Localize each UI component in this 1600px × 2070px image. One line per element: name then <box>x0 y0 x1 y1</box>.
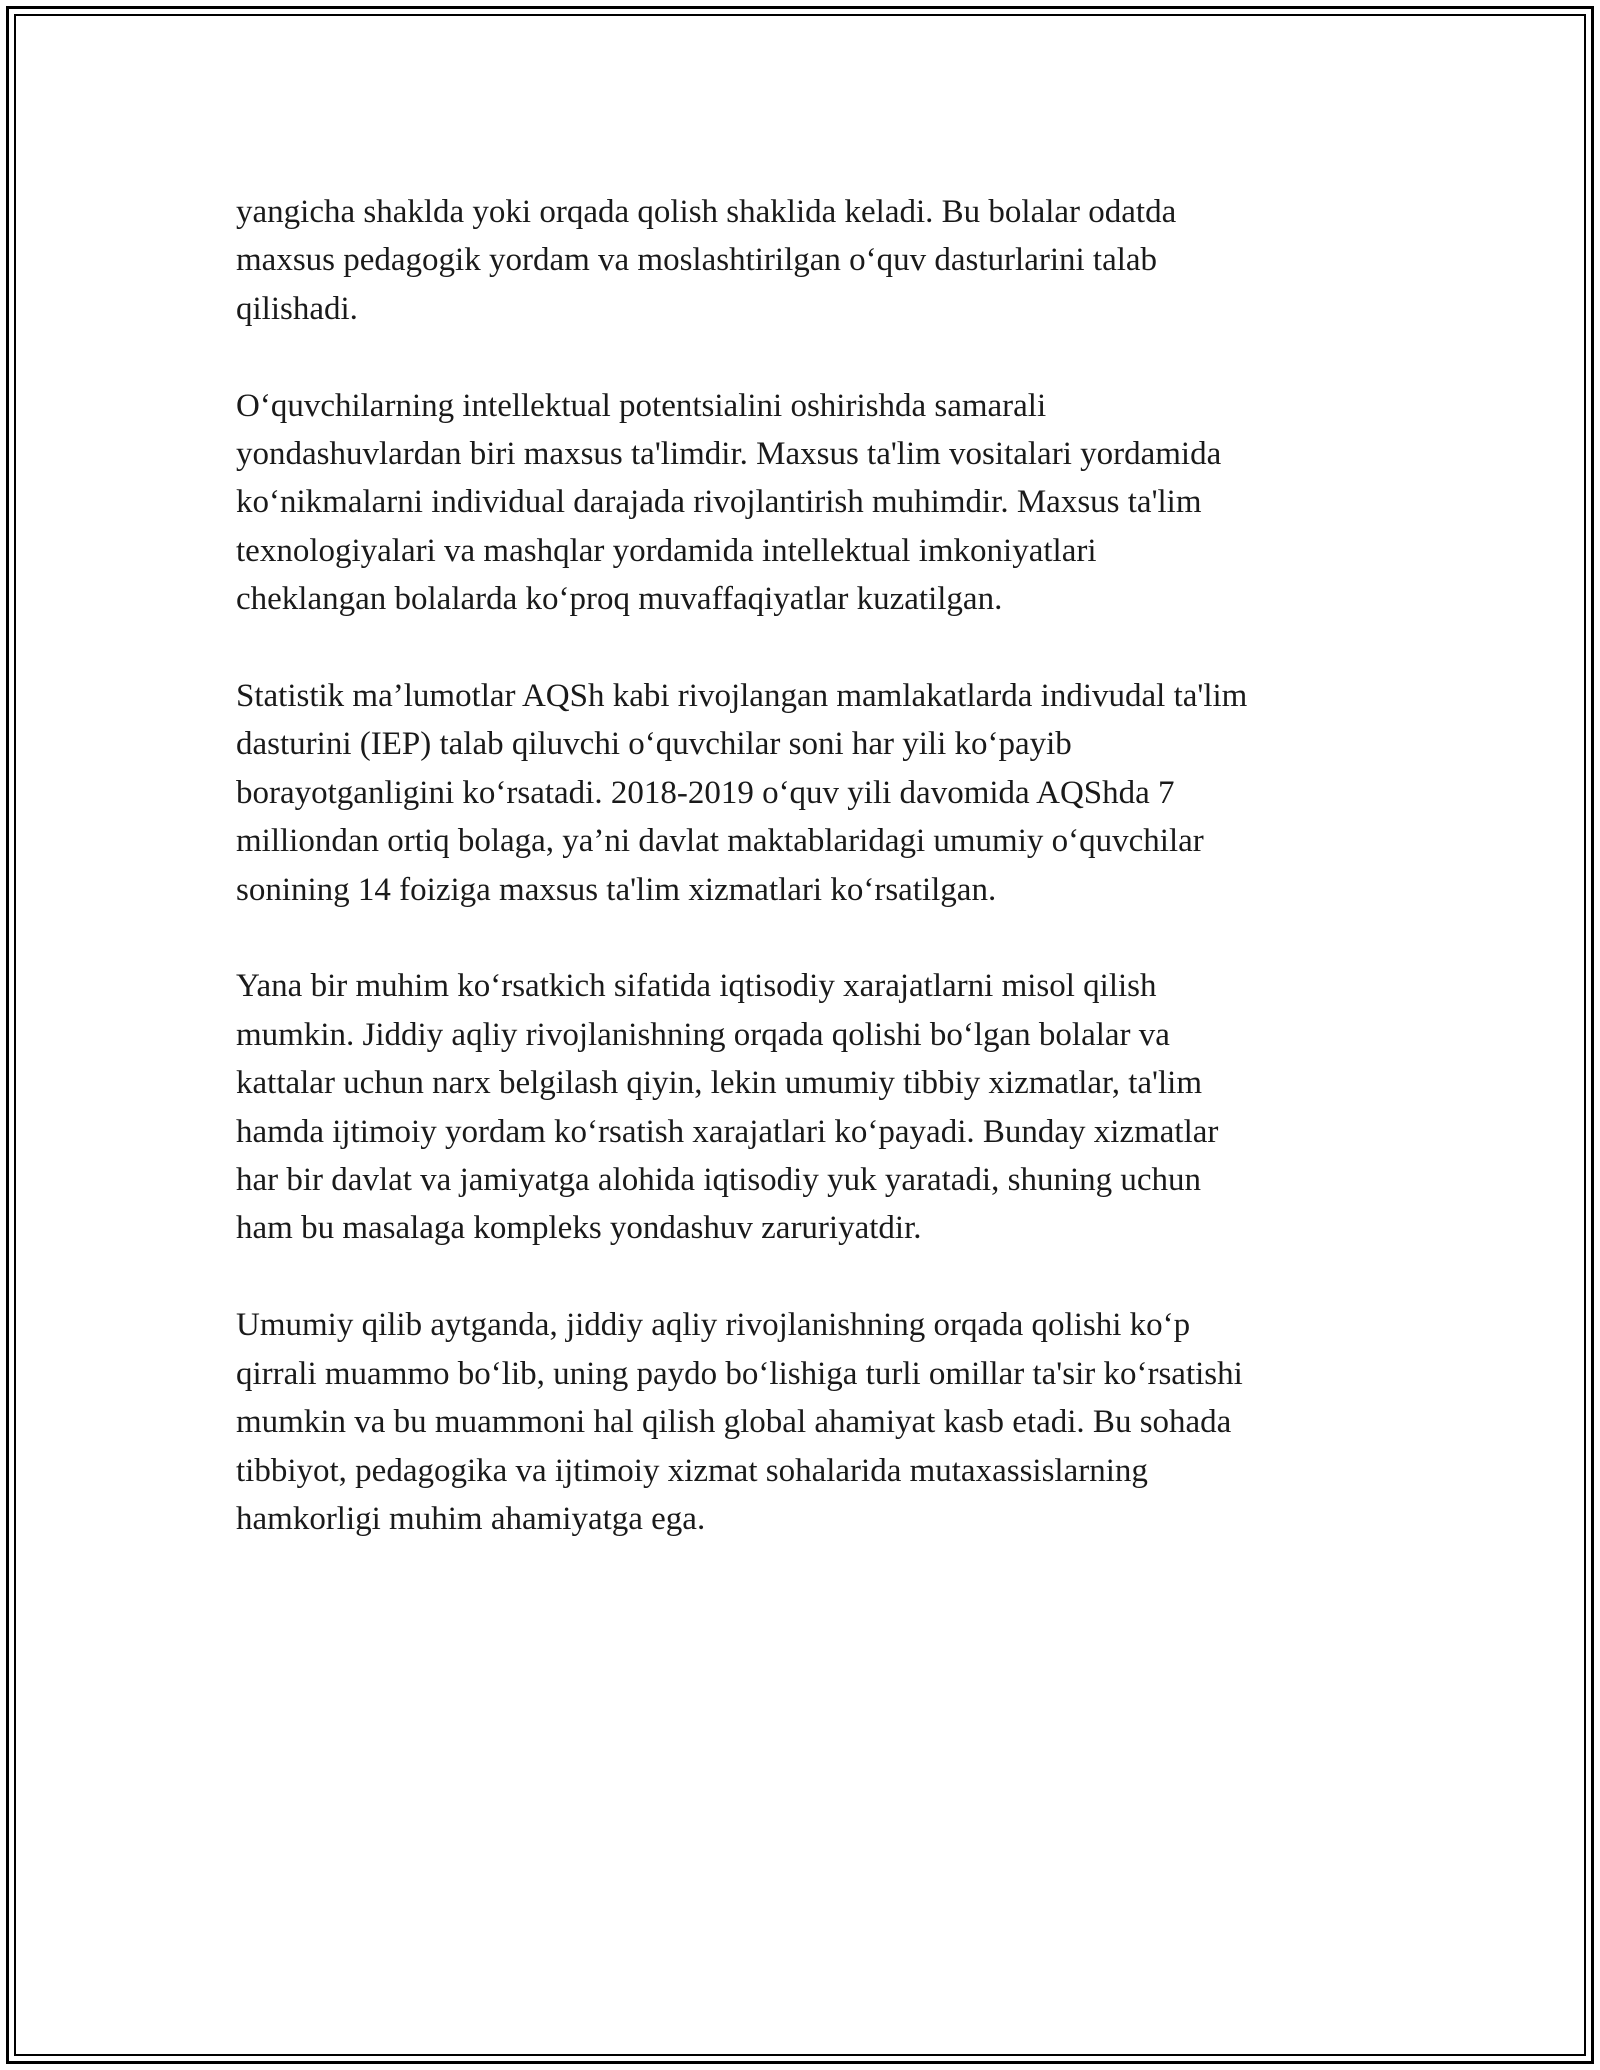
text-line: Statistik ma’lumotlar AQSh kabi rivojlangan mamlakatlarda indivudal ta'lim <box>236 678 1248 715</box>
text-line: milliondan ortiq bolaga, ya’ni davlat maktablaridagi umumiy o‘quvchilar <box>236 823 1204 860</box>
text-line: texnologiyalari va mashqlar yordamida intellektual imkoniyatlari <box>236 532 1097 569</box>
paragraph-4 <box>236 962 1386 1252</box>
text-line: cheklangan bolalarda ko‘proq muvaffaqiyatlar kuzatilgan. <box>236 581 1003 618</box>
text-line: mumkin va bu muammoni hal qilish global ahamiyat kasb etadi. Bu sohada <box>236 1404 1232 1441</box>
text-line: qirrali muammo bo‘lib, uning paydo bo‘lishiga turli omillar ta'sir ko‘rsatishi <box>236 1355 1243 1392</box>
text-line: hamda ijtimoiy yordam ko‘rsatish xarajatlari ko‘payadi. Bunday xizmatlar <box>236 1113 1219 1150</box>
text-line: tibbiyot, pedagogika va ijtimoiy xizmat sohalarida mutaxassislarning <box>236 1452 1148 1489</box>
text-line: yondashuvlardan biri maxsus ta'limdir. Maxsus ta'lim vositalari yordamida <box>236 436 1222 473</box>
text-line: Yana bir muhim ko‘rsatkich sifatida iqtisodiy xarajatlarni misol qilish <box>236 968 1157 1005</box>
text-line: Umumiy qilib aytganda, jiddiy aqliy rivojlanishning orqada qolishi ko‘p <box>236 1307 1191 1344</box>
text-line: sonining 14 foiziga maxsus ta'lim xizmatlari ko‘rsatilgan. <box>236 871 997 908</box>
paragraph-3 <box>236 672 1386 914</box>
text-line: dasturini (IEP) talab qiluvchi o‘quvchilar soni har yili ko‘payib <box>236 726 1072 763</box>
document-body <box>236 188 1386 1592</box>
text-line: har bir davlat va jamiyatga alohida iqtisodiy yuk yaratadi, shuning uchun <box>236 1162 1202 1199</box>
text-line: mumkin. Jiddiy aqliy rivojlanishning orqada qolishi bo‘lgan bolalar va <box>236 1016 1170 1053</box>
text-line: kattalar uchun narx belgilash qiyin, lekin umumiy tibbiy xizmatlar, ta'lim <box>236 1065 1202 1102</box>
paragraph-2 <box>236 382 1386 624</box>
paragraph-1 <box>236 188 1386 333</box>
paragraph-5 <box>236 1301 1386 1543</box>
text-line: qilishadi. <box>236 290 358 327</box>
text-line: borayotganligini ko‘rsatadi. 2018-2019 o‘quv yili davomida AQShda 7 <box>236 774 1175 811</box>
text-line: ko‘nikmalarni individual darajada rivojlantirish muhimdir. Maxsus ta'lim <box>236 484 1202 521</box>
text-line: yangicha shaklda yoki orqada qolish shaklida keladi. Bu bolalar odatda <box>236 194 1177 230</box>
text-line: ham bu masalaga kompleks yondashuv zaruriyatdir. <box>236 1210 922 1247</box>
text-line: O‘quvchilarning intellektual potentsialini oshirishda samarali <box>236 387 1047 424</box>
text-line: maxsus pedagogik yordam va moslashtirilgan o‘quv dasturlarini talab <box>236 242 1158 279</box>
text-line: hamkorligi muhim ahamiyatga ega. <box>236 1500 706 1537</box>
